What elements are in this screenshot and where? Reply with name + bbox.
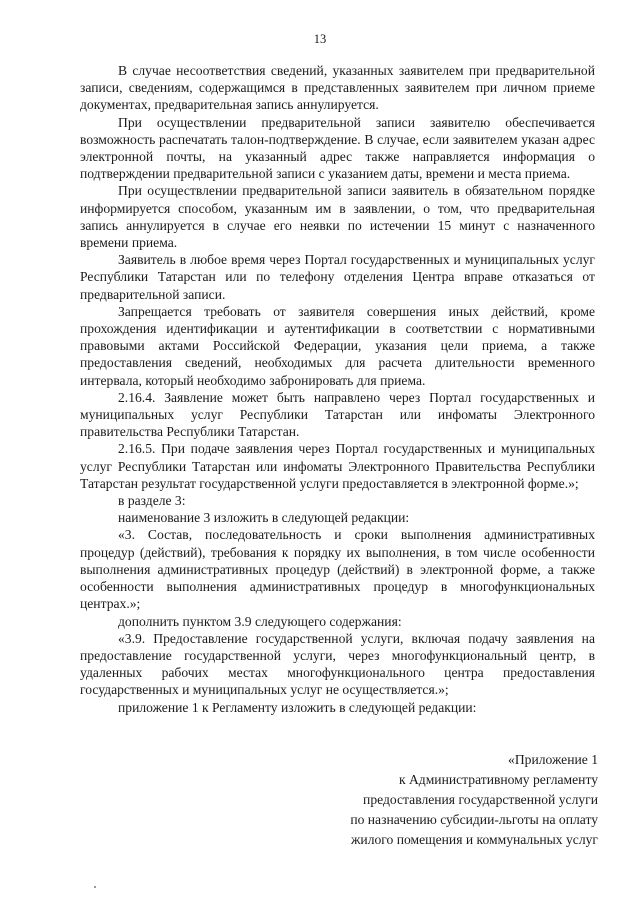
paragraph-refusal-right: Заявитель в любое время через Портал государственных и муниципальных услуг Республики Татарстан или по телефону отделения Центра вправе отказаться от предварительной записи.: [80, 252, 595, 302]
paragraph-section-3-title: «3. Состав, последовательность и сроки выполнения административных процедур (действий), требования к порядку их выполнения, в том числе особенности выполнения административных процедур (действий) в электронной форме, а также особенности выполнения административных процедур в многофункциональных центрах.»;: [80, 527, 595, 612]
paragraph-confirmation-ticket: При осуществлении предварительной записи заявителю обеспечивается возможность распечатать талон-подтверждение. В случае, если заявителем указан адрес электронной почты, на указанный адрес также направляется информация о подтверждении предварительной записи с указанием даты, времени и места приема.: [80, 114, 595, 182]
appendix-line: «Приложение 1: [508, 752, 598, 767]
paragraph-2-16-5: 2.16.5. При подаче заявления через Портал государственных и муниципальных услуг Республики Татарстан или инфоматы Электронного Правительства Республики Татарстан результат государственной услуги предоставляется в электронной форме.»;: [80, 441, 595, 491]
paragraph-prohibited-requirements: Запрещается требовать от заявителя совершения иных действий, кроме прохождения идентификации и аутентификации в соответствии с нормативными правовыми актами Российской Федерации, указания цели приема, а также предоставления сведений, необходимых для расчета длительности временного интервала, который необходимо забронировать для приема.: [80, 303, 595, 388]
scan-speck: [94, 886, 96, 888]
paragraph-2-16-4: 2.16.4. Заявление может быть направлено через Портал государственных и муниципальных услуг Республики Татарстан или инфоматы Электронного правительства Республики Татарстан.: [80, 389, 595, 440]
paragraph-cancellation-notice: При осуществлении предварительной записи заявитель в обязательном порядке информируется способом, указанным им в заявлении, о том, что предварительная запись аннулируется в случае его неявки по истечении 15 минут с назначенного времени приема.: [80, 183, 595, 251]
paragraph-preregistration-mismatch: В случае несоответствия сведений, указанных заявителем при предварительной записи, сведениям, содержащимся в представленных заявителем при личном приеме документах, предварительная запись аннулируется.: [80, 63, 595, 113]
appendix-line: к Административному регламенту: [398, 772, 598, 787]
paragraph-section-3-title-instruction: наименование 3 изложить в следующей редакции:: [118, 510, 410, 526]
paragraph-3-9: «3.9. Предоставление государственной услуги, включая подачу заявления на предоставление государственной услуги, через многофункциональный центр, в удаленных рабочих местах многофункционального центра предоставления государственных и муниципальных услуг не осуществляется.»;: [80, 630, 595, 698]
paragraph-add-3-9-instruction: дополнить пунктом 3.9 следующего содержания:: [118, 613, 402, 629]
appendix-line: жилого помещения и коммунальных услуг: [351, 832, 598, 847]
paragraph-section-3: в разделе 3:: [118, 493, 186, 509]
appendix-heading: [298, 750, 598, 850]
document-body: [80, 62, 595, 716]
appendix-line: по назначению субсидии-льготы на оплату: [350, 812, 598, 827]
appendix-line: предоставления государственной услуги: [363, 792, 598, 807]
paragraph-appendix-instruction: приложение 1 к Регламенту изложить в следующей редакции:: [118, 699, 477, 715]
page-number: 13: [313, 32, 327, 46]
